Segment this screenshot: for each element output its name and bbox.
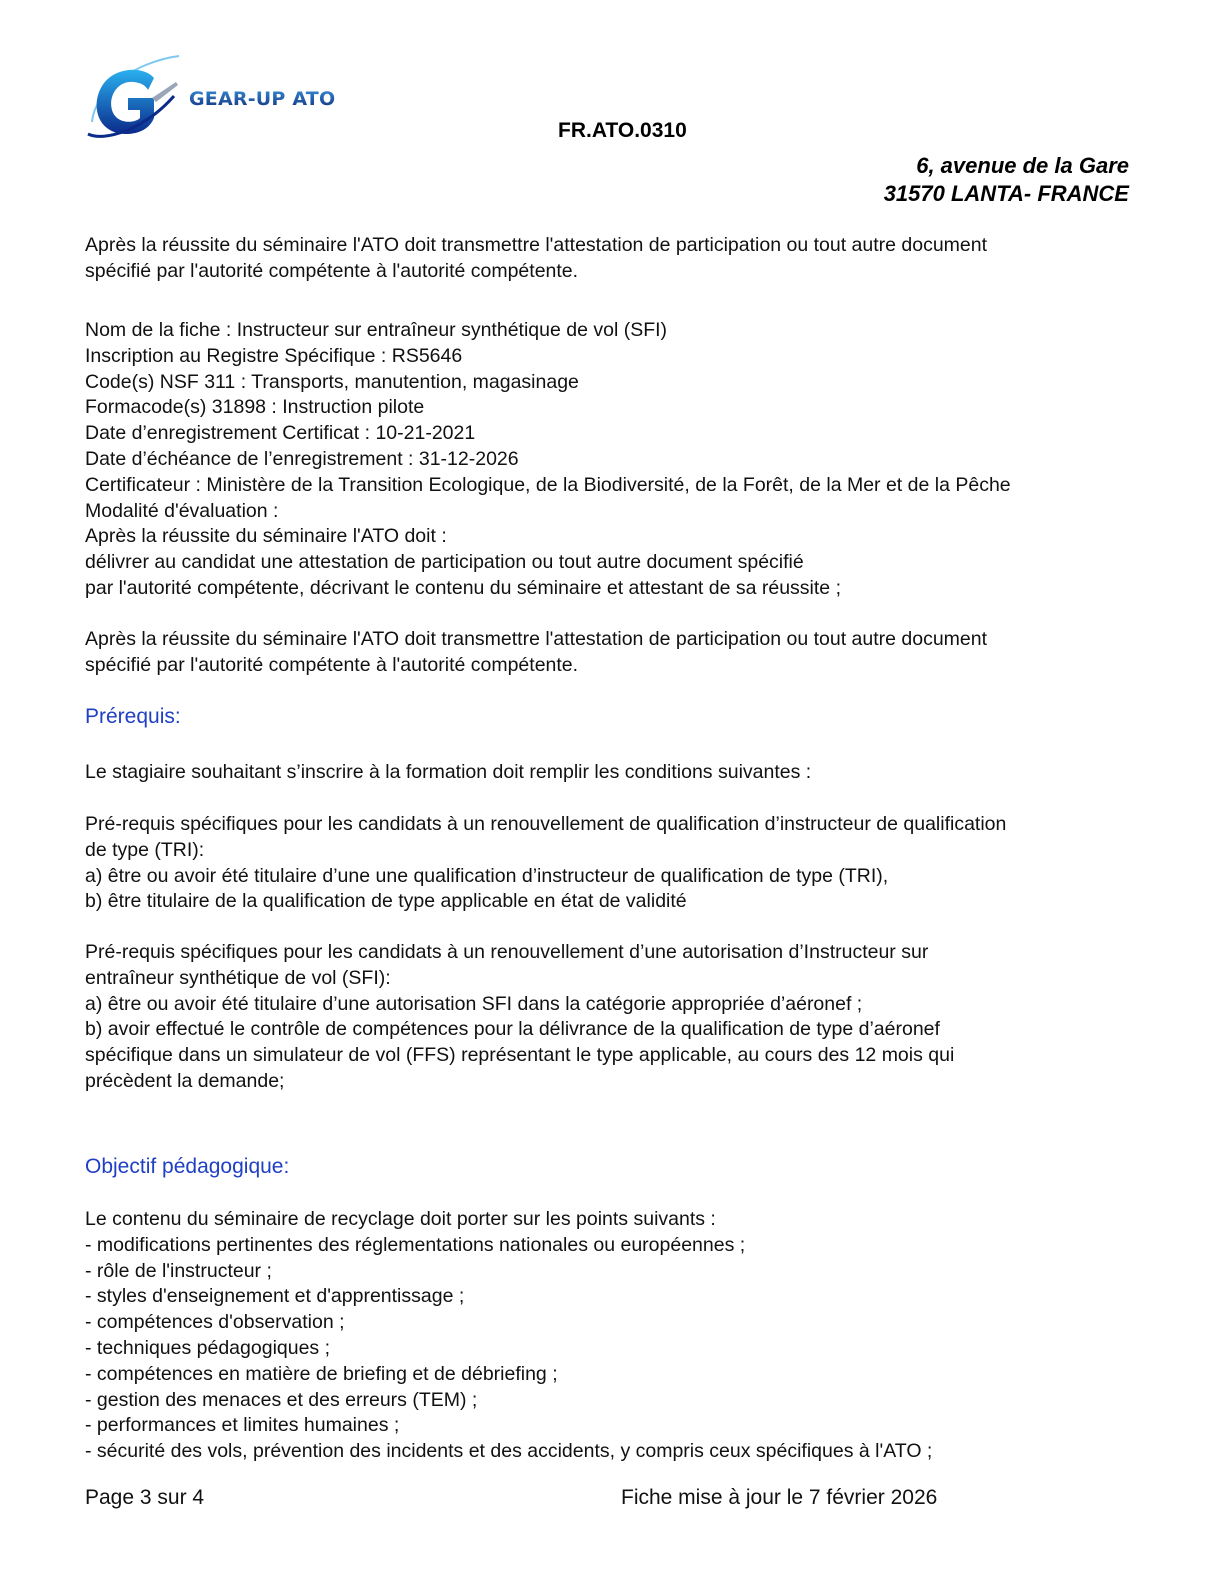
text-line: de type (TRI):	[85, 838, 205, 861]
registration-date: Date d’enregistrement Certificat : 10-21-2021	[85, 422, 476, 445]
prerequis-heading: Prérequis:	[85, 705, 181, 728]
list-item: - gestion des menaces et des erreurs (TEM) ;	[85, 1388, 478, 1411]
list-item: - styles d'enseignement et d'apprentissage ;	[85, 1285, 465, 1308]
text-line: spécifique dans un simulateur de vol (FFS) représentant le type applicable, au cours des 12 mois qui	[85, 1044, 955, 1067]
text-line: Après la réussite du séminaire l'ATO doit transmettre l'attestation de participation ou tout autre document	[85, 628, 988, 650]
text-line: Pré-requis spécifiques pour les candidats à un renouvellement de qualification d’instructeur de qualification	[85, 813, 1007, 835]
list-item: - performances et limites humaines ;	[85, 1414, 400, 1437]
text-line: spécifié par l'autorité compétente à l'autorité compétente.	[85, 259, 579, 282]
logo-text: GEAR-UP ATO	[189, 88, 336, 110]
list-item: - compétences d'observation ;	[85, 1311, 345, 1334]
list-item: b) avoir effectué le contrôle de compétences pour la délivrance de la qualification de type d’aéronef	[85, 1018, 940, 1041]
text-line: Pré-requis spécifiques pour les candidats à un renouvellement d’une autorisation d’Instructeur sur	[85, 941, 929, 963]
formacode: Formacode(s) 31898 : Instruction pilote	[85, 396, 425, 419]
list-item: - compétences en matière de briefing et de débriefing ;	[85, 1362, 558, 1385]
text-line: par l'autorité compétente, décrivant le contenu du séminaire et attestant de sa réussite ;	[85, 576, 841, 599]
objectif-heading: Objectif pédagogique:	[85, 1155, 290, 1178]
list-item: a) être ou avoir été titulaire d’une autorisation SFI dans la catégorie appropriée d’aéronef ;	[85, 992, 863, 1015]
registry-entry: Inscription au Registre Spécifique : RS5646	[85, 344, 463, 367]
list-item: b) être titulaire de la qualification de type applicable en état de validité	[85, 890, 687, 913]
transmit-paragraph	[85, 627, 1145, 679]
intro-paragraph	[85, 233, 1145, 285]
list-item: - techniques pédagogiques ;	[85, 1336, 331, 1359]
text-line: délivrer au candidat une attestation de participation ou tout autre document spécifié	[85, 551, 804, 574]
list-item: - modifications pertinentes des réglementations nationales ou européennes ;	[85, 1233, 746, 1256]
prerequis-tri-block	[85, 812, 1145, 915]
address-line-city: 31570 LANTA- FRANCE	[883, 181, 1129, 206]
text-line: précèdent la demande;	[85, 1069, 285, 1092]
text-line: Le contenu du séminaire de recyclage doit porter sur les points suivants :	[85, 1208, 716, 1230]
evaluation-method: Modalité d'évaluation :	[85, 499, 279, 522]
address-line-street: 6, avenue de la Gare	[916, 153, 1129, 178]
logo-g-icon	[84, 52, 184, 142]
reference-code: FR.ATO.0310	[558, 119, 687, 142]
prerequis-sfi-block	[85, 940, 1145, 1095]
text-line: spécifié par l'autorité compétente à l'autorité compétente.	[85, 653, 579, 676]
fiche-info	[85, 318, 1145, 602]
list-item: - sécurité des vols, prévention des incidents et des accidents, y compris ceux spécifiques à l'ATO ;	[85, 1440, 933, 1463]
fiche-name: Nom de la fiche : Instructeur sur entraîneur synthétique de vol (SFI)	[85, 319, 668, 341]
list-item: - rôle de l'instructeur ;	[85, 1259, 272, 1282]
text-line: Après la réussite du séminaire l'ATO doit :	[85, 525, 447, 548]
text-line: Après la réussite du séminaire l'ATO doit transmettre l'attestation de participation ou tout autre document	[85, 234, 988, 256]
company-logo	[84, 52, 344, 142]
expiry-date: Date d’échéance de l’enregistrement : 31-12-2026	[85, 447, 519, 470]
page-number: Page 3 sur 4	[85, 1486, 205, 1509]
prerequis-intro: Le stagiaire souhaitant s’inscrire à la formation doit remplir les conditions suivantes :	[85, 761, 812, 783]
text-line: entraîneur synthétique de vol (SFI):	[85, 966, 391, 989]
address-block	[884, 152, 1129, 208]
nsf-code: Code(s) NSF 311 : Transports, manutention, magasinage	[85, 370, 579, 393]
update-date: Fiche mise à jour le 7 février 2026	[621, 1486, 938, 1509]
certifier: Certificateur : Ministère de la Transition Ecologique, de la Biodiversité, de la Forêt, de la Mer et de la Pêche	[85, 473, 1011, 496]
list-item: a) être ou avoir été titulaire d’une une qualification d’instructeur de qualification de type (TRI),	[85, 864, 889, 887]
objectif-list	[85, 1207, 1145, 1465]
